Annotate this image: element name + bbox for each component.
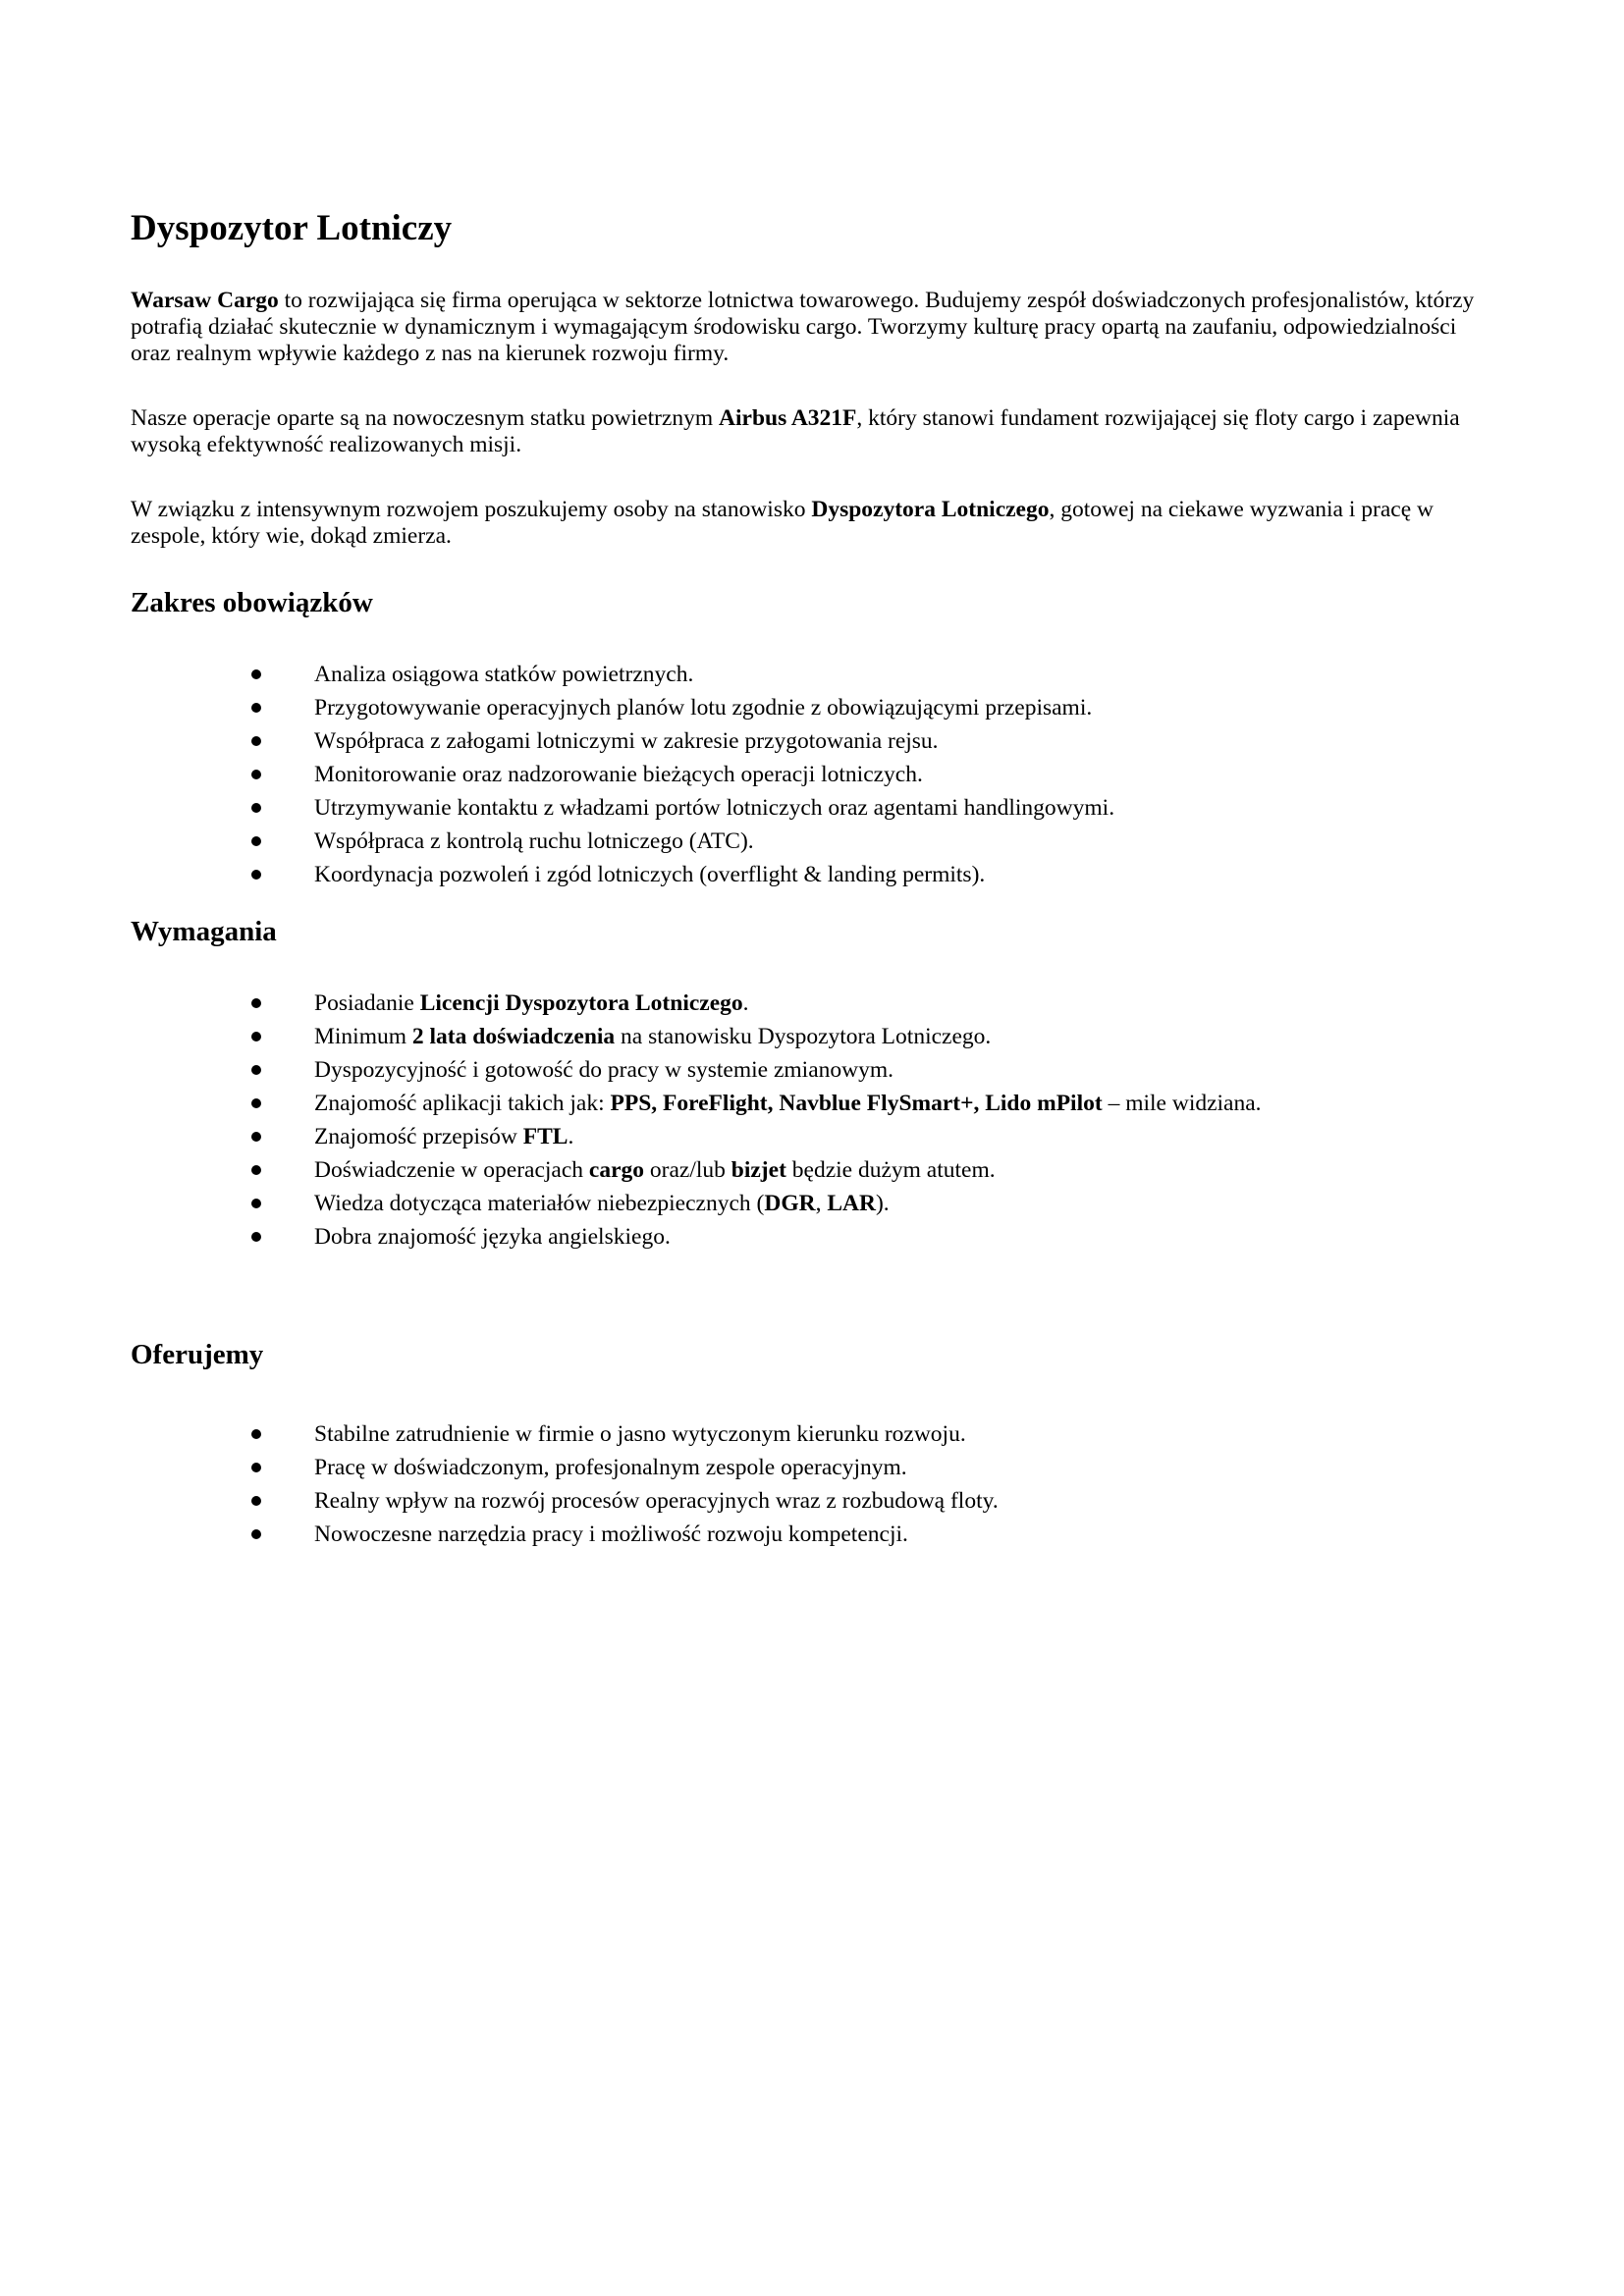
- bold-text-run: Dyspozytora Lotniczego: [811, 497, 1050, 522]
- text-run: będzie dużym atutem.: [785, 1157, 996, 1183]
- text-run: Przygotowywanie operacyjnych planów lotu zgodnie z obowiązującymi przepisami.: [314, 695, 1093, 721]
- list-item: [314, 828, 1495, 855]
- text-run: Analiza osiągowa statków powietrznych.: [314, 662, 694, 687]
- bold-text-run: Warsaw Cargo: [131, 288, 279, 313]
- list-item: [314, 990, 1495, 1017]
- list-item: [314, 1488, 1495, 1515]
- list-item: [314, 1057, 1495, 1084]
- text-run: Wiedza dotycząca materiałów niebezpiecznych (: [314, 1191, 765, 1216]
- text-run: na stanowisku Dyspozytora Lotniczego.: [615, 1024, 992, 1049]
- intro-paragraph-position: [131, 497, 1495, 550]
- list-item: [314, 762, 1495, 788]
- list-item: [314, 1124, 1495, 1150]
- list-item: [314, 1024, 1495, 1050]
- text-run: Nowoczesne narzędzia pracy i możliwość rozwoju kompetencji.: [314, 1522, 908, 1547]
- list-item: [314, 1522, 1495, 1548]
- text-run: Doświadczenie w operacjach: [314, 1157, 589, 1183]
- intro-paragraph-fleet: [131, 405, 1495, 458]
- bold-text-run: 2 lata doświadczenia: [411, 1024, 616, 1049]
- text-run: .: [742, 990, 749, 1016]
- list-item: [314, 1455, 1495, 1481]
- text-run: ,: [815, 1191, 828, 1216]
- text-run: W związku z intensywnym rozwojem poszukujemy osoby na stanowisko: [131, 497, 812, 522]
- bold-text-run: LAR: [827, 1191, 876, 1216]
- text-run: oraz/lub: [644, 1157, 731, 1183]
- text-run: Stabilne zatrudnienie w firmie o jasno wytyczonym kierunku rozwoju.: [314, 1421, 966, 1447]
- list-item: [314, 1191, 1495, 1217]
- bold-text-run: Airbus A321F: [719, 405, 857, 431]
- document-title: Dyspozytor Lotniczy: [131, 208, 453, 248]
- requirements-list: [131, 990, 1495, 1251]
- text-run: , który stanowi fundament rozwijającej się floty cargo i zapewnia wysoką efektywność realizowanych misji.: [131, 405, 1460, 457]
- section-heading-requirements: Wymagania: [131, 916, 277, 947]
- text-run: Posiadanie: [314, 990, 420, 1016]
- responsibilities-list: [131, 662, 1495, 888]
- text-run: Współpraca z kontrolą ruchu lotniczego (ATC).: [314, 828, 754, 854]
- text-run: Nasze operacje oparte są na nowoczesnym statku powietrznym: [131, 405, 720, 431]
- bold-text-run: bizjet: [731, 1157, 786, 1183]
- text-run: Dobra znajomość języka angielskiego.: [314, 1224, 671, 1250]
- list-item: [314, 1224, 1495, 1251]
- offer-list: [131, 1421, 1495, 1548]
- text-run: Dyspozycyjność i gotowość do pracy w systemie zmianowym.: [314, 1057, 894, 1083]
- intro-paragraph-company: [131, 288, 1495, 367]
- section-heading-responsibilities: Zakres obowiązków: [131, 587, 373, 618]
- list-item: [314, 662, 1495, 688]
- text-run: Minimum: [314, 1024, 412, 1049]
- list-item: [314, 728, 1495, 755]
- text-run: Koordynacja pozwoleń i zgód lotniczych (overflight & landing permits).: [314, 862, 986, 887]
- text-run: Monitorowanie oraz nadzorowanie bieżących operacji lotniczych.: [314, 762, 923, 787]
- bold-text-run: DGR: [764, 1191, 816, 1216]
- section-heading-offer: Oferujemy: [131, 1339, 264, 1370]
- bold-text-run: Licencji Dyspozytora Lotniczego: [419, 990, 743, 1016]
- bold-text-run: PPS, ForeFlight, Navblue FlySmart+, Lido mPilot: [610, 1091, 1103, 1116]
- list-item: [314, 1421, 1495, 1448]
- text-run: Pracę w doświadczonym, profesjonalnym zespole operacyjnym.: [314, 1455, 907, 1480]
- bold-text-run: FTL: [522, 1124, 568, 1149]
- text-run: Znajomość aplikacji takich jak:: [314, 1091, 611, 1116]
- list-item: [314, 862, 1495, 888]
- text-run: Współpraca z załogami lotniczymi w zakresie przygotowania rejsu.: [314, 728, 939, 754]
- text-run: – mile widziana.: [1102, 1091, 1262, 1116]
- text-run: , gotowej na ciekawe wyzwania i pracę w zespole, który wie, dokąd zmierza.: [131, 497, 1434, 549]
- text-run: Realny wpływ na rozwój procesów operacyjnych wraz z rozbudową floty.: [314, 1488, 999, 1514]
- text-run: Znajomość przepisów: [314, 1124, 523, 1149]
- list-item: [314, 795, 1495, 822]
- list-item: [314, 1091, 1495, 1117]
- text-run: .: [568, 1124, 574, 1149]
- list-item: [314, 1157, 1495, 1184]
- list-item: [314, 695, 1495, 721]
- bold-text-run: cargo: [588, 1157, 645, 1183]
- text-run: ).: [875, 1191, 890, 1216]
- text-run: to rozwijająca się firma operująca w sektorze lotnictwa towarowego. Budujemy zespół doświadczonych profesjonalistów, którzy potrafią działać skutecznie w dynamicznym i wymagającym środowisku cargo. Tworzymy kulturę pracy opartą na zaufaniu, odpowiedzialności oraz realnym wpływie każdego z nas na kierunek rozwoju firmy.: [131, 288, 1475, 366]
- text-run: Utrzymywanie kontaktu z władzami portów lotniczych oraz agentami handlingowymi.: [314, 795, 1115, 821]
